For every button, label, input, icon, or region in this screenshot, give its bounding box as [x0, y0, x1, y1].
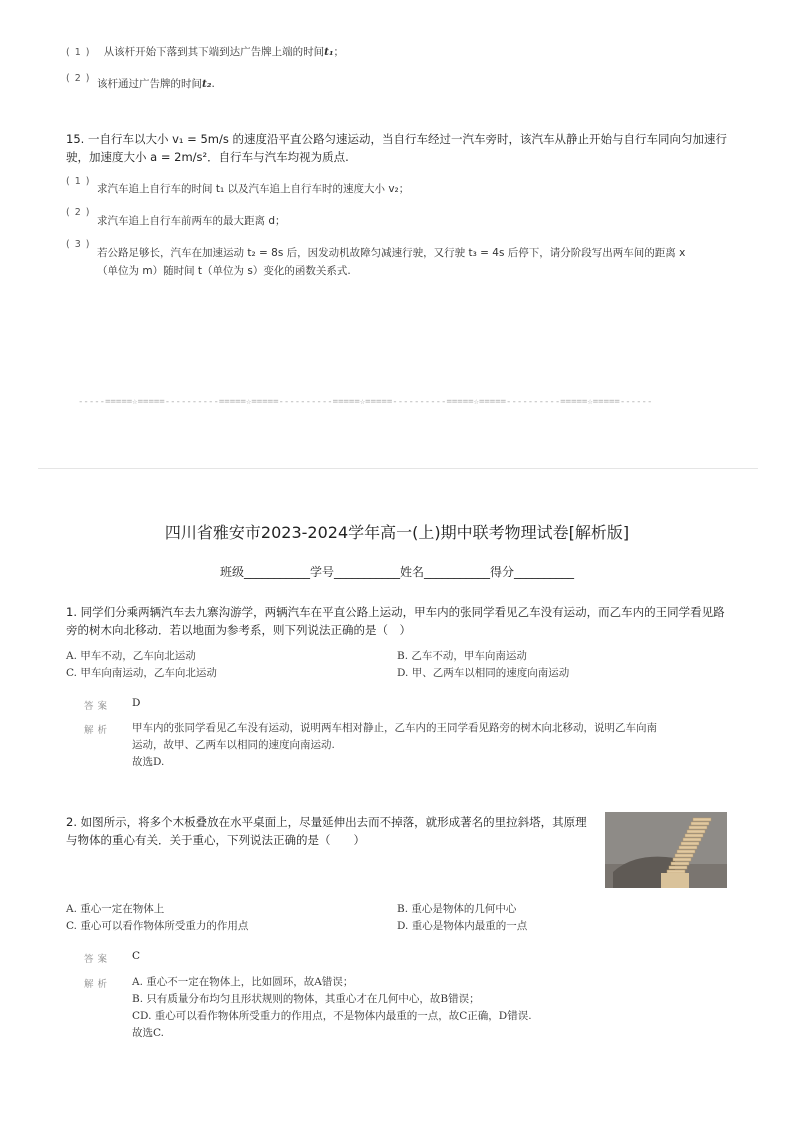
q2-answer-label: 答案: [84, 954, 112, 965]
sub-number: ( 1 ): [66, 47, 91, 58]
q15-sub2-number: ( 2 ): [66, 207, 91, 218]
q2-explanation-line3: CD. 重心可以看作物体所受重力的作用点，不是物体内最重的一点，故C正确，D错误.: [132, 1010, 532, 1022]
q15-sub1-number: ( 1 ): [66, 176, 91, 187]
q1-answer: D: [132, 697, 141, 709]
sub-end: ；: [333, 46, 345, 58]
q2-explanation-label: 解析: [84, 979, 112, 990]
q2-answer: C: [132, 950, 141, 962]
page-divider: [38, 468, 758, 469]
q2-explanation-line1: A. 重心不一定在物体上，比如圆环，故A错误；: [132, 976, 354, 988]
q2-explanation-line2: B. 只有质量分布均匀且形状规则的物体，其重心才在几何中心，故B错误；: [132, 993, 480, 1005]
q2-option-b[interactable]: B. 重心是物体的几何中心: [397, 903, 517, 915]
q14-sub2: [66, 66, 91, 85]
q2-stem-line1: 2. 如图所示，将多个木板叠放在水平桌面上，尽量延伸出去而不掉落，就形成著名的里拉斜塔，其原理: [66, 815, 587, 829]
q15-stem-line2: 驶，加速度大小 a = 2m/s²．自行车与汽车均视为质点.: [66, 150, 349, 164]
q1-option-b[interactable]: B. 乙车不动，甲车向南运动: [397, 650, 527, 662]
q1-stem-line1: 1. 同学们分乘两辆汽车去九寨沟游学，两辆汽车在平直公路上运动，甲车内的张同学看见乙车没有运动，而乙车内的王同学看见路: [66, 605, 725, 619]
q14-sub1: [66, 40, 344, 59]
sub-text: 从该杆开始下落到其下端到达广告牌上端的时间: [103, 46, 325, 58]
paper-title: 四川省雅安市2023-2024学年高一(上)期中联考物理试卷[解析版]: [164, 523, 630, 542]
q2-option-a[interactable]: A. 重心一定在物体上: [66, 903, 165, 915]
q2-stem-line2: 与物体的重心有关．关于重心，下列说法正确的是（ ）: [66, 833, 365, 847]
q1-option-d[interactable]: D. 甲、乙两车以相同的速度向南运动: [397, 667, 570, 679]
q1-explanation-line2: 运动，故甲、乙两车以相同的速度向南运动.: [132, 739, 335, 751]
var-t2: t₂: [202, 78, 212, 90]
q14-sub2-text: [97, 72, 215, 91]
q15-sub3-line2: （单位为 m）随时间 t（单位为 s）变化的函数关系式.: [97, 265, 351, 277]
q2-explanation-line4: 故选C.: [132, 1027, 164, 1039]
q2-option-c[interactable]: C. 重心可以看作物体所受重力的作用点: [66, 920, 249, 932]
q15-sub1-text: 求汽车追上自行车的时间 t₁ 以及汽车追上自行车时的速度大小 v₂；: [97, 183, 410, 195]
stacked-boards-illustration: [605, 812, 727, 888]
q1-option-c[interactable]: C. 甲车向南运动，乙车向北运动: [66, 667, 217, 679]
q15-sub2-text: 求汽车追上自行车前两车的最大距离 d；: [97, 215, 286, 227]
sub-text: 该杆通过广告牌的时间: [97, 78, 202, 90]
q15-sub3-number: ( 3 ): [66, 239, 91, 250]
section-separator: -----=====☆=====----------=====☆=====----------=====☆=====----------=====☆=====----------=====☆=====------: [78, 397, 653, 407]
q1-explanation-line3: 故选D.: [132, 756, 165, 768]
student-info-fields: 班级___________学号___________姓名___________得分__________: [219, 565, 574, 579]
q1-stem-line2: 旁的树木向北移动．若以地面为参考系，则下列说法正确的是（ ）: [66, 623, 411, 637]
q1-option-a[interactable]: A. 甲车不动，乙车向北运动: [66, 650, 196, 662]
q15-sub3-line1: 若公路足够长，汽车在加速运动 t₂ = 8s 后，因发动机故障匀减速行驶，又行驶 t₃ = 4s 后停下，请分阶段写出两车间的距离 x: [97, 247, 686, 259]
q1-answer-label: 答案: [84, 701, 112, 712]
sub-number: ( 2 ): [66, 73, 91, 84]
sub-end: .: [211, 78, 215, 90]
var-t1: t₁: [324, 46, 334, 58]
q15-stem-line1: 15. 一自行车以大小 v₁ = 5m/s 的速度沿平直公路匀速运动，当自行车经过一汽车旁时，该汽车从静止开始与自行车同向匀加速行: [66, 132, 727, 146]
leaning-tower-of-lire-photo: [605, 812, 727, 888]
q2-option-d[interactable]: D. 重心是物体内最重的一点: [397, 920, 528, 932]
q1-explanation-line1: 甲车内的张同学看见乙车没有运动，说明两车相对静止，乙车内的王同学看见路旁的树木向北移动，说明乙车向南: [132, 722, 657, 734]
q1-explanation-label: 解析: [84, 725, 112, 736]
